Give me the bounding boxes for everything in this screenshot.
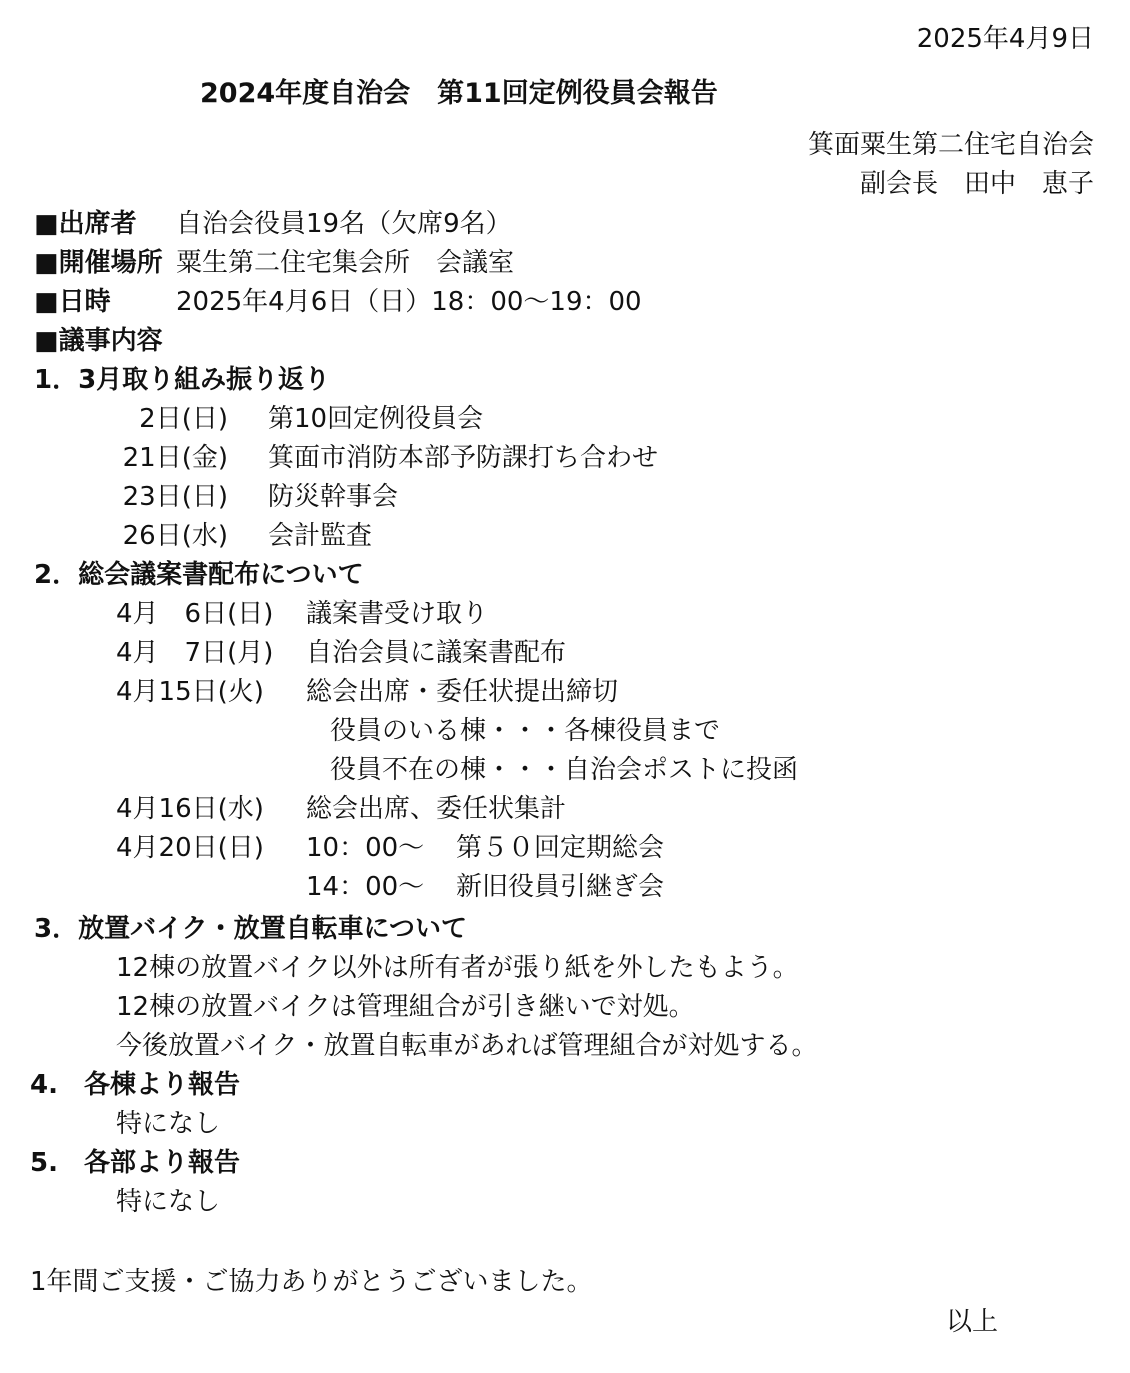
attendees-row	[34, 205, 512, 244]
list-item	[116, 439, 658, 478]
list-item	[306, 868, 664, 907]
item-date: 4月 6日(日)	[116, 599, 274, 629]
list-item	[116, 595, 488, 634]
item-text: 総会出席・委任状提出締切	[306, 677, 619, 707]
section-5-text: 特になし	[116, 1187, 221, 1217]
list-item	[116, 634, 566, 673]
datetime-value: 2025年4月6日（日）18：00～19：00	[176, 287, 642, 317]
attendees-value: 自治会役員19名（欠席9名）	[176, 209, 512, 239]
document-title: 2024年度自治会 第11回定例役員会報告	[200, 78, 718, 109]
sub-item: 役員不在の棟・・・自治会ポストに投函	[330, 755, 799, 785]
author-name: 副会長 田中 恵子	[859, 169, 1094, 199]
item-time: 10：00～	[306, 833, 425, 863]
venue-row	[34, 244, 514, 283]
document-date: 2025年4月9日	[916, 24, 1094, 54]
sub-item: 役員のいる棟・・・各棟役員まで	[330, 716, 721, 746]
section-2-heading: 2．総会議案書配布について	[34, 560, 364, 590]
item-text: 新旧役員引継ぎ会	[456, 872, 665, 902]
section-4-heading: 4. 各棟より報告	[30, 1070, 240, 1100]
item-date: 4月16日(水)	[116, 794, 264, 824]
item-date: 26日(水)	[122, 521, 228, 551]
item-text: 防災幹事会	[268, 482, 399, 512]
list-item	[116, 517, 372, 556]
item-date: 4月20日(日)	[116, 833, 264, 863]
paragraph-line: 12棟の放置バイクは管理組合が引き継いで対処。	[116, 992, 695, 1022]
venue-label: ■開催場所	[34, 248, 163, 278]
list-item	[116, 829, 664, 868]
paragraph-line: 今後放置バイク・放置自転車があれば管理組合が対処する。	[116, 1031, 818, 1061]
agenda-label: ■議事内容	[34, 326, 163, 356]
item-text: 会計監査	[268, 521, 373, 551]
list-item	[116, 400, 483, 439]
section-4-text: 特になし	[116, 1109, 221, 1139]
datetime-row	[34, 283, 642, 322]
item-text: 第10回定例役員会	[268, 404, 484, 434]
datetime-label: ■日時	[34, 287, 111, 317]
item-date: 4月 7日(月)	[116, 638, 274, 668]
section-1-heading: 1．3月取り組み振り返り	[34, 365, 331, 395]
section-3-heading: 3．放置バイク・放置自転車について	[34, 914, 468, 944]
list-item	[116, 673, 618, 712]
paragraph-line: 12棟の放置バイク以外は所有者が張り紙を外したもよう。	[116, 953, 799, 983]
item-date: 23日(日)	[122, 482, 228, 512]
section-5-heading: 5. 各部より報告	[30, 1148, 240, 1178]
closing-thanks: 1年間ご支援・ご協力ありがとうございました。	[30, 1267, 593, 1297]
attendees-label: ■出席者	[34, 209, 137, 239]
item-time: 14：00～	[306, 872, 425, 902]
item-text: 自治会員に議案書配布	[306, 638, 567, 668]
list-item	[116, 790, 566, 829]
organization-name: 箕面粟生第二住宅自治会	[807, 130, 1094, 160]
item-date: 4月15日(火)	[116, 677, 264, 707]
item-date: 21日(金)	[122, 443, 228, 473]
item-text: 総会出席、委任状集計	[306, 794, 567, 824]
item-date: 2日(日)	[139, 404, 228, 434]
list-item	[116, 478, 398, 517]
venue-value: 粟生第二住宅集会所 会議室	[176, 248, 515, 278]
item-text: 第５０回定期総会	[456, 833, 665, 863]
item-text: 議案書受け取り	[306, 599, 489, 629]
item-text: 箕面市消防本部予防課打ち合わせ	[268, 443, 659, 473]
closing-end: 以上	[946, 1307, 999, 1337]
